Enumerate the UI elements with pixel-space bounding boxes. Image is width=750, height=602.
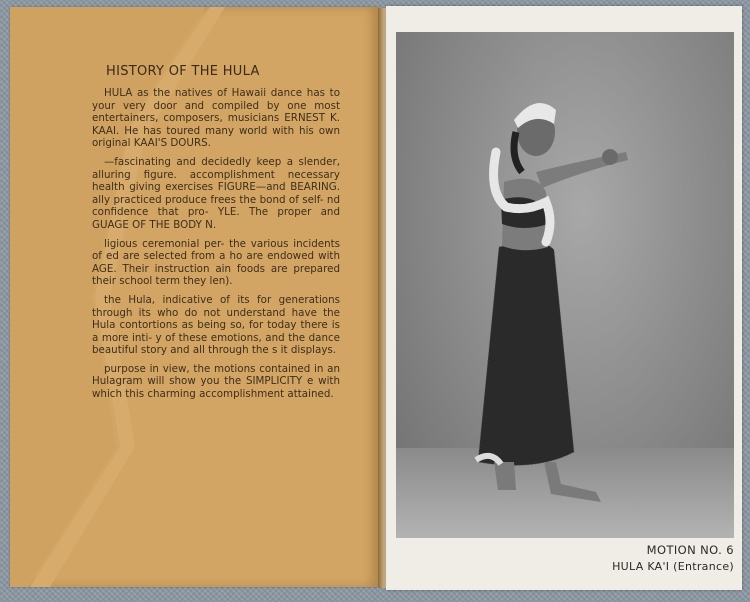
history-paragraph: purpose in view, the motions contained in an Hulagram will show you the SIMPLICITY e with which this charming accomplishment attained. xyxy=(92,362,340,401)
dancer-left-leg xyxy=(494,462,516,490)
history-paragraph: HULA as the natives of Hawaii dance has to your very door and compiled by one most entertainers, composers, musicians ERNEST K. KAAI. He has toured many world with his own original KAAI'S DOURS. xyxy=(92,87,340,150)
motion-name: HULA KA'I (Entrance) xyxy=(612,560,734,573)
dancer-right-leg xyxy=(544,462,601,502)
motion-number: MOTION NO. 6 xyxy=(646,543,734,557)
dancer-skirt xyxy=(478,243,574,466)
history-paragraph: ligious ceremonial per- the various incidents of ed are selected from a ho are endowed with AGE. Their instruction ain foods are prepared their school term they len). xyxy=(92,237,340,288)
dancer-figure xyxy=(396,32,734,538)
history-paragraph: —fascinating and decidedly keep a slender, alluring figure. accomplishment necessary health giving exercises FIGURE—and BEARING. ally practiced produce frees the bond of self- nd confidence that pro- YLE. The proper and GUAGE OF THE BODY N. xyxy=(92,155,340,231)
page-title: HISTORY OF THE HULA xyxy=(106,64,260,79)
history-paragraph: the Hula, indicative of its for generations through its who do not understand have the Hula contortions as being so, for today there is a more inti- y of these emotions, and the dance beautiful story and all through the s it displays. xyxy=(92,293,340,357)
left-booklet-page xyxy=(10,7,380,587)
dancer-hand xyxy=(602,149,618,165)
dancer-photograph xyxy=(396,32,734,538)
history-text xyxy=(92,87,340,407)
